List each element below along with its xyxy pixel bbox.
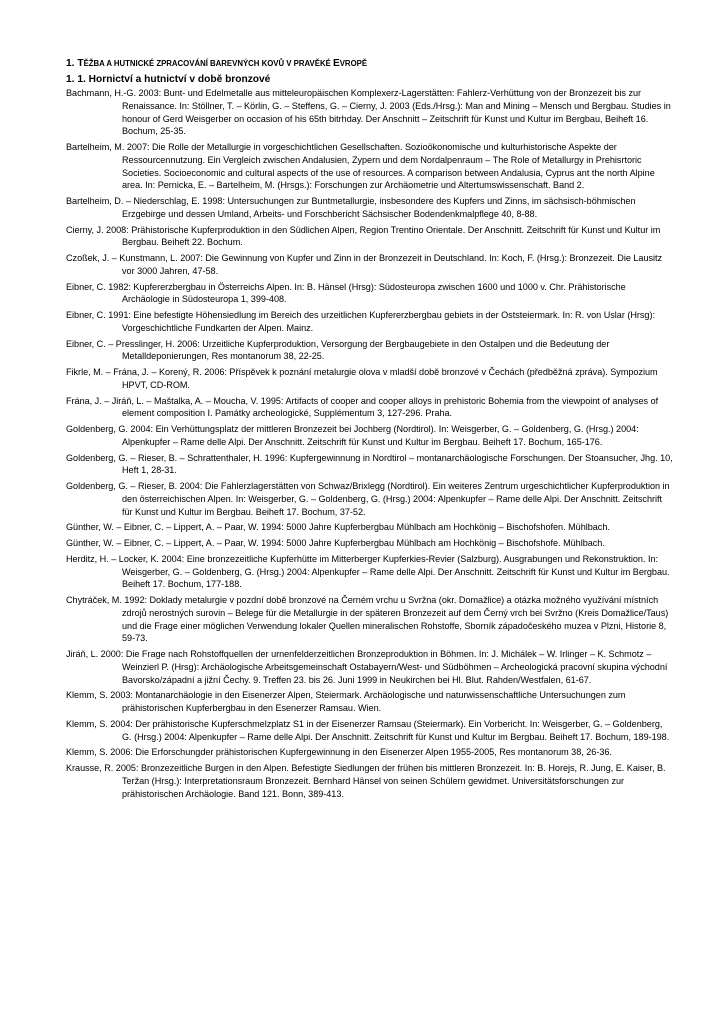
reference-entry: Jiráň, L. 2000: Die Frage nach Rohstoffquellen der urnenfelderzeitlichen Bronzeproduktion in Böhmen. In: J. Michálek – W. Irlinger – K. Schmotz – Weinzierl P. (Hrsg): Archäologische Arbeitsgemeinschaft Ostabayern/West- und Südböhmen – Archeologická pracovní skupina východní Bavorsko/západní a jižní Čechy. 9. Treffen 23. bis 26. Juni 1999 in Neukirchen bei Hl. Blut. Rahden/Westfalen, 61-67. <box>66 649 668 685</box>
reference-entry: Klemm, S. 2004: Der prähistorische Kupferschmelzplatz S1 in der Eisenerzer Ramsau (Steiermark). Ein Vorbericht. In: Weisgerber, G. – Goldenberg, G. (Hrsg.) 2004: Alpenkupfer – Rame delle Alpi. Der Anschnitt. Zeitschrift für Kunst und Kultur im Bergbau. Beiheft 17. Bochum, 189-198. <box>66 718 670 742</box>
reference-entry: Fikrle, M. – Frána, J. – Korený, R. 2006: Příspěvek k poznání metalurgie olova v mladší době bronzové v Čechách (předběžná zpráva). Sympozium HPVT, CD-ROM. <box>66 367 658 390</box>
reference-entry: Goldenberg, G. 2004: Ein Verhüttungsplatz der mittleren Bronzezeit bei Jochberg (Nordtirol). In: Weisgerber, G. – Goldenberg, G. (Hrsg.) 2004: Alpenkupfer – Rame delle Alpi. Der Anschnitt. Zeitschrift für Kunst und Kultur im Bergbau. Beiheft 17. Bochum, 165-176. <box>66 424 639 447</box>
reference-entry: Chytráček, M. 1992: Doklady metalurgie v pozdní době bronzové na Černém vrchu u Svržna (okr. Domažlice) a otázka možného využívání místních zdrojů nerostných surovin – Belege für die Metallurgie in der späteren Bronzezeit auf dem Černý vrch bei Svržno (Kreis Domažlice/Taus) und die Frage einer möglichen Verwendung lokaler Quellen mineralischen Rohstoffe, Sborník západočeského muzea v Plzni, Historie 8, 59-73. <box>66 595 669 644</box>
reference-entry: Czoßek, J. – Kunstmann, L. 2007: Die Gewinnung von Kupfer und Zinn in der Bronzezeit in Deutschland. In: Koch, F. (Hrsg.): Bronzezeit. Die Lausitz vor 3000 Jahren, 47-58. <box>66 253 663 276</box>
reference-entry: Frána, J. – Jiráň, L. – Maštalka, A. – Moucha, V. 1995: Artifacts of cooper and cooper alloys in prehistoric Bohemia from the viewpoint of analyses of element composition I. Památky archeologické, Supplémentum 3, 127-296. Praha. <box>66 395 659 419</box>
heading-part-0: T <box>77 58 84 69</box>
reference-entry: Krausse, R. 2005: Bronzezeitliche Burgen in den Alpen. Befestigte Siedlungen der frühen bis mittleren Bronzezeit. In: B. Horejs, R. Jung, E. Kaiser, B. Teržan (Hrsg.): Interpretationsraum Bronzezeit. Bernhard Hänsel von seinen Schülern gewidmet. Universitätsforschungen zur prähistorischen Archäologie. Band 121. Bonn, 389-413. <box>66 763 666 799</box>
heading-part-2: E <box>332 58 340 69</box>
reference-entry: Bachmann, H.-G. 2003: Bunt- und Edelmetalle aus mitteleuropäischen Komplexerz-Lagerstätten: Fahlerz-Verhüttung von der Bronzezeit bis zur Renaissance. In: Stöllner, T. – Körlin, G. – Steffens, G. – Cierny, J. 2003 (Eds./Hrsg.): Man and Mining – Mensch und Bergbau. Studies in honour of Gerd Weisgerber on occasion of his 65th bitrhday. Der Anschnitt – Zeitschrift für Kunst und Kultur im Bergbau, Beiheft 16. Bochum, 25-35. <box>66 88 671 137</box>
reference-entry: Eibner, C. – Presslinger, H. 2006: Urzeitliche Kupferproduktion, Versorgung der Bergbaugebiete in den Ostalpen und die Bedeutung der Metalldeponierungen, Res montanorum 38, 22-25. <box>66 338 610 362</box>
reference-list <box>66 87 674 800</box>
reference-entry: Eibner, C. 1982: Kupfererzbergbau in Österreichs Alpen. In: B. Hänsel (Hrsg): Südosteuropa zwischen 1600 und 1000 v. Chr. Prähistorische Archäologie in Südosteuropa 1, 399-408. <box>66 281 626 305</box>
reference-entry: Bartelheim, D. – Niederschlag, E. 1998: Untersuchungen zur Buntmetallurgie, insbesondere des Kupfers und Zinns, im sächsisch-böhmischen Erzgebirge und dessen Umland, Arbeits- und Forschbericht Sächsischer Bodendenkmalpflege 40, 8-88. <box>66 196 636 219</box>
section-number: 1. <box>66 58 78 69</box>
section-heading <box>66 57 674 70</box>
subsection-heading: 1. 1. Hornictví a hutnictví v době bronzové <box>66 74 271 85</box>
reference-entry: Klemm, S. 2006: Die Erforschungder prähistorischen Kupfergewinnung in den Eisenerzer Alpen 1955-2005, Res montanorum 38, 26-36. <box>66 747 612 758</box>
reference-entry: Klemm, S. 2003: Montanarchäologie in den Eisenerzer Alpen, Steiermark. Archäologische und naturwissenschaftliche Untersuchungen zum prähistorischen Kupferbergbau in den Esenerzer Ramsau. Wien. <box>66 690 626 713</box>
reference-entry: Goldenberg, G. – Rieser, B. – Schrattenthaler, H. 1996: Kupfergewinnung in Nordtirol – montanarchäologische Forschungen. Der Stoansucher, Jhg. 10, Heft 1, 28-31. <box>66 452 673 476</box>
reference-entry: Bartelheim, M. 2007: Die Rolle der Metallurgie in vorgeschichtlichen Gesellschaften. Sozioökonomische und kulturhistorische Aspekte der Ressourcennutzung. Ein Vergleich zwischen Andalusien, Zypern und dem Nordalpenraum – The Role of Metallurgy in Prehisrtoric Societies. Socioeconomic and cultural aspects of the use of resources. A comparison between Andalusia, Cyprus ant the north Alpine area. In: Pernicka, E. – Bartelheim, M. (Hrsgs.): Forschungen zur Archäometrie und Altertumswissenschaft. Band 2. <box>66 142 655 191</box>
reference-entry: Goldenberg, G. – Rieser, B. 2004: Die Fahlerzlagerstätten von Schwaz/Brixlegg (Nordtirol). Ein weiteres Zentrum urgeschichtlicher Kupferproduktion in den österreichischen Alpen. In: Weisgerber, G. – Goldenberg, G. (Hrsg.) 2004: Alpenkupfer – Rame delle Alpi. Der Anschnitt. Zeitschrift für Kunst und Kultur im Bergbau. Beiheft 17. Bochum, 37-52. <box>66 481 670 517</box>
heading-part-1: ĚŽBA A HUTNICKÉ ZPRACOVÁNÍ BAREVNÝCH KOVŮ V PRAVĚKÉ <box>83 59 333 68</box>
reference-entry: Cierny, J. 2008: Prähistorische Kupferproduktion in den Südlichen Alpen, Region Trentino Orientale. Der Anschnitt. Zeitschrift für Kunst und Kultur im Bergbau. Beiheft 22. Bochum. <box>66 224 661 248</box>
reference-entry: Herditz, H. – Locker, K. 2004: Eine bronzezeitliche Kupferhütte im Mitterberger Kupferkies-Revier (Salzburg). Ausgrabungen und Rekonstruktion. In: Weisgerber, G. – Goldenberg, G. (Hrsg.) 2004: Alpenkupfer – Rame delle Alpi. Der Anschnitt. Zeitschrift für Kunst und Kultur im Bergbau. Beiheft 17. Bochum, 177-188. <box>66 553 670 590</box>
reference-entry: Eibner, C. 1991: Eine befestigte Höhensiedlung im Bereich des urzeitlichen Kupfererzbergbau gebiets in der Oststeiermark. In: R. von Uslar (Hrsg): Vorgeschichtliche Fundkarten der Alpen. Mainz. <box>66 310 655 333</box>
heading-part-3: VROPĚ <box>339 59 368 68</box>
reference-entry: Günther, W. – Eibner, C. – Lippert, A. – Paar, W. 1994: 5000 Jahre Kupferbergbau Mühlbach am Hochkönig – Bischofshofen. Mühlbach. <box>66 522 610 533</box>
reference-entry: Günther, W. – Eibner, C. – Lippert, A. – Paar, W. 1994: 5000 Jahre Kupferbergbau Mühlbach am Hochkönig – Bischofshofe. Mühlbach. <box>66 538 605 548</box>
